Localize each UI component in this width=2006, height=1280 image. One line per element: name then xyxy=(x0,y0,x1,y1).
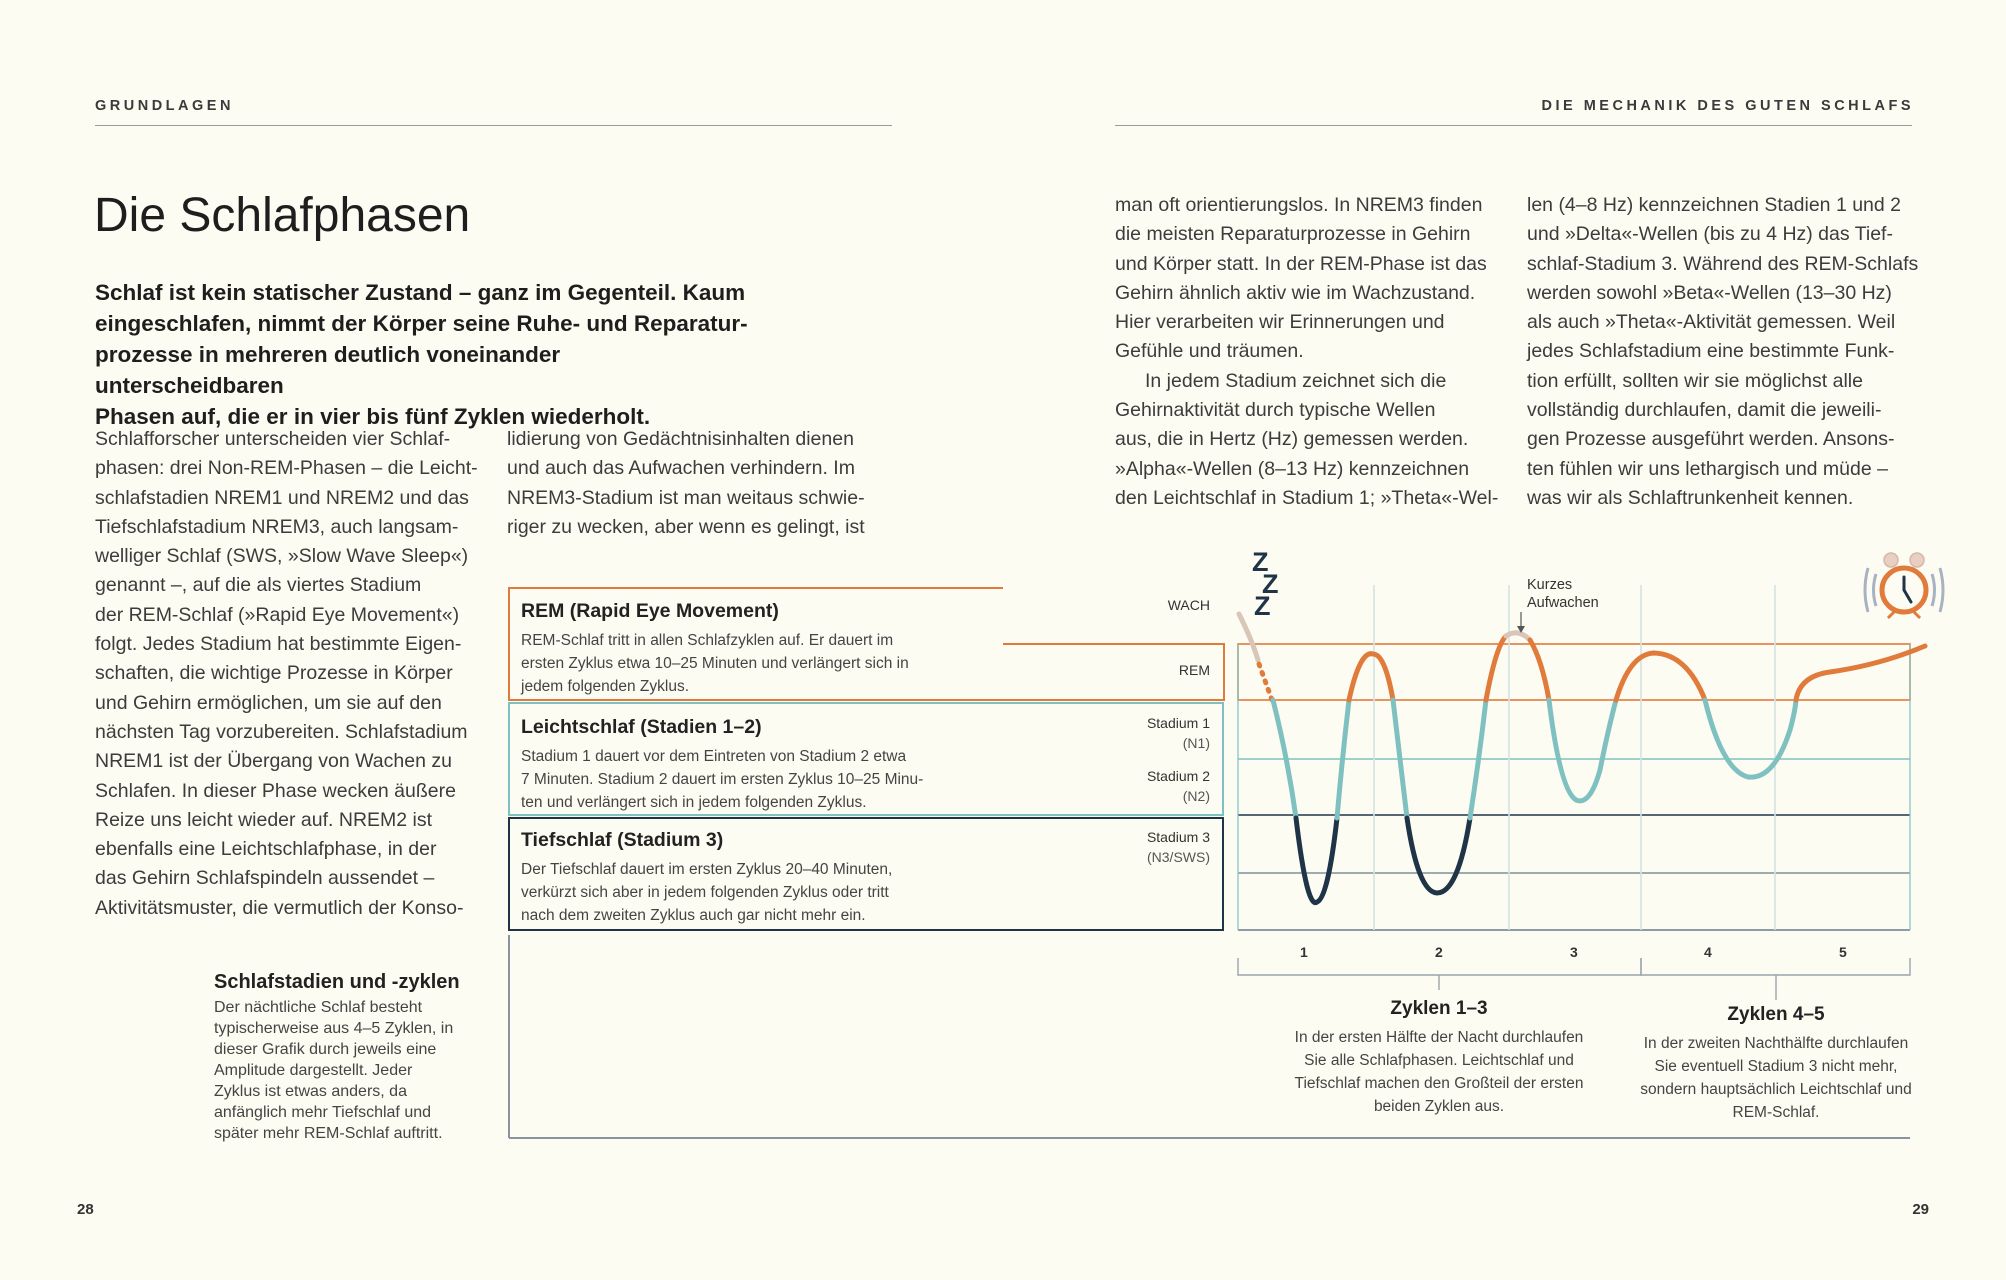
cycle-number: 5 xyxy=(1839,944,1847,960)
cycle-group-1-3 xyxy=(1239,998,1639,1118)
lead-line: Phasen auf, die er in vier bis fünf Zyklen wiederholt. xyxy=(95,404,651,429)
wave-rem-segment xyxy=(1349,654,1393,700)
figure-caption-title: Schlafstadien und -zyklen xyxy=(214,971,460,993)
caption-line: Amplitude dargestellt. Jeder xyxy=(214,1062,413,1079)
body-line: der REM-Schlaf (»Rapid Eye Movement«) xyxy=(95,603,460,626)
rem-box-line: ersten Zyklus etwa 10–25 Minuten und verlängert sich in xyxy=(521,655,909,672)
body-line: Gehirn ähnlich aktiv wie im Wachzustand. xyxy=(1115,281,1476,304)
caption-line: später mehr REM-Schlaf auftritt. xyxy=(214,1125,443,1142)
light-box-line: 7 Minuten. Stadium 2 dauert im ersten Zyklus 10–25 Minu- xyxy=(521,771,924,788)
stage-name: Stadium 3 xyxy=(1146,829,1210,845)
cycle-group-line: In der ersten Hälfte der Nacht durchlaufen xyxy=(1294,1029,1584,1046)
wake-entry-dots xyxy=(1259,664,1272,700)
light-box-title: Leichtschlaf (Stadien 1–2) xyxy=(521,716,762,738)
wave-light-segment xyxy=(1705,700,1796,777)
body-line: Reize uns leicht wieder auf. NREM2 ist xyxy=(95,808,433,831)
cycle-brackets xyxy=(1238,958,1910,1000)
stage-label-stadium-2 xyxy=(1147,766,1210,806)
cycle-group-title: Zyklen 4–5 xyxy=(1727,1004,1825,1025)
page-number-left: 28 xyxy=(77,1201,94,1218)
stage-name: Stadium 1 xyxy=(1146,715,1210,731)
body-line: schlafstadien NREM1 und NREM2 und das xyxy=(95,486,469,509)
deep-box-title: Tiefschlaf (Stadium 3) xyxy=(521,829,724,851)
body-line: NREM1 ist der Übergang von Wachen zu xyxy=(95,750,452,773)
body-line: Gehirnaktivität durch typische Wellen xyxy=(1115,399,1436,422)
deep-box-line: nach dem zweiten Zyklus auch gar nicht mehr ein. xyxy=(521,907,866,924)
caption-line: Der nächtliche Schlaf besteht xyxy=(214,999,423,1016)
wave-rem-segment xyxy=(1530,640,1549,700)
running-head-right: DIE MECHANIK DES GUTEN SCHLAFS xyxy=(1541,98,1914,114)
body-line: vollständig durchlaufen, damit die jeweili- xyxy=(1527,399,1882,422)
body-line: schlaf-Stadium 3. Während des REM-Schlafs xyxy=(1527,252,1919,275)
rem-box-line: REM-Schlaf tritt in allen Schlafzyklen auf. Er dauert im xyxy=(521,632,894,649)
cycle-group-line: beiden Zyklen aus. xyxy=(1373,1098,1505,1115)
body-line: »Alpha«-Wellen (8–13 Hz) kennzeichnen xyxy=(1115,457,1470,480)
cycle-group-line: REM-Schlaf. xyxy=(1732,1104,1820,1121)
page-title: Die Schlafphasen xyxy=(94,189,471,242)
body-line: In jedem Stadium zeichnet sich die xyxy=(1145,369,1447,392)
zzz-letter: Z xyxy=(1262,569,1279,599)
figure-caption xyxy=(214,971,504,1144)
body-line: man oft orientierungslos. In NREM3 finden xyxy=(1115,194,1483,216)
stage-code: (N2) xyxy=(1182,788,1210,804)
body-line: genannt –, auf die als viertes Stadium xyxy=(95,574,422,597)
rem-box-line: jedem folgenden Zyklus. xyxy=(521,678,690,695)
zzz-letter: Z xyxy=(1254,591,1271,621)
body-line: Hier verarbeiten wir Erinnerungen und xyxy=(1115,311,1445,334)
rem-info-box xyxy=(509,590,1223,700)
stage-label-rem: REM xyxy=(1178,662,1210,678)
short-awakening-label xyxy=(1527,576,1599,612)
body-line: phasen: drei Non-REM-Phasen – die Leicht- xyxy=(95,457,478,480)
deep-box-line: Der Tiefschlaf dauert im ersten Zyklus 20–40 Minuten, xyxy=(521,861,893,878)
body-line: schaften, die wichtige Prozesse in Körper xyxy=(95,662,453,685)
wave-light-segment xyxy=(1549,700,1616,801)
lead-line: eingeschlafen, nimmt der Körper seine Ruhe- und Reparatur- xyxy=(95,311,748,336)
caption-line: typischerweise aus 4–5 Zyklen, in xyxy=(214,1020,454,1037)
stage-label-wach: WACH xyxy=(1167,597,1210,613)
wave-rem-segment xyxy=(1616,653,1705,700)
caption-line: dieser Grafik durch jeweils eine xyxy=(214,1041,437,1058)
body-line: Tiefschlafstadium NREM3, auch langsam- xyxy=(95,515,459,538)
cycle-group-line: Tiefschlaf machen den Großteil der ersten xyxy=(1294,1075,1584,1092)
stage-label-stadium-3 xyxy=(1147,827,1210,867)
light-box-line: ten und verlängert sich in jedem folgenden Zyklus. xyxy=(521,794,867,811)
light-sleep-info-box xyxy=(509,706,1223,816)
wave-deep-segment xyxy=(1296,818,1337,903)
body-line: Aktivitätsmuster, die vermutlich der Konso- xyxy=(95,896,464,919)
deep-box-line: verkürzt sich aber in jedem folgenden Zyklus oder tritt xyxy=(521,884,889,901)
cycle-group-title: Zyklen 1–3 xyxy=(1390,998,1488,1019)
cycle-group-line: In der zweiten Nachthälfte durchlaufen xyxy=(1643,1035,1909,1052)
body-line: folgt. Jedes Stadium hat bestimmte Eigen- xyxy=(95,633,462,656)
cycle-group-line: Sie alle Schlafphasen. Leichtschlaf und xyxy=(1304,1052,1574,1069)
body-line: NREM3-Stadium ist man weitaus schwie- xyxy=(507,486,865,509)
body-line: ten fühlen wir uns lethargisch und müde – xyxy=(1527,457,1888,480)
body-line: tion erfüllt, sollten wir sie möglichst alle xyxy=(1527,369,1863,392)
body-line: len (4–8 Hz) kennzeichnen Stadien 1 und 2 xyxy=(1527,194,1902,216)
body-line: riger zu wecken, aber wenn es gelingt, ist xyxy=(507,515,865,538)
body-line: welliger Schlaf (SWS, »Slow Wave Sleep«) xyxy=(95,545,469,568)
body-line: was wir als Schlaftrunkenheit kennen. xyxy=(1527,486,1854,509)
body-line: nächsten Tag vorzubereiten. Schlafstadium xyxy=(95,720,468,743)
sleep-zzz-icon xyxy=(1252,547,1279,621)
body-line: als auch »Theta«-Aktivität gemessen. Weil xyxy=(1527,311,1896,334)
stage-code: (N1) xyxy=(1182,735,1210,751)
body-line: das Gehirn Schlafspindeln aussendet – xyxy=(95,867,435,890)
alarm-clock-icon xyxy=(1865,553,1943,618)
cycle-number: 3 xyxy=(1570,944,1578,960)
lead-line: prozesse in mehreren deutlich voneinander unterscheidbaren xyxy=(95,342,561,398)
body-line: den Leichtschlaf in Stadium 1; »Theta«-Wel- xyxy=(1115,486,1499,509)
annotation-line: Kurzes xyxy=(1527,577,1573,593)
cycle-group-line: sondern hauptsächlich Leichtschlaf und xyxy=(1640,1081,1912,1098)
cycle-number: 4 xyxy=(1704,944,1712,960)
wave-rem-segment xyxy=(1796,646,1925,700)
body-line: und auch das Aufwachen verhindern. Im xyxy=(507,457,855,480)
annotation-line: Aufwachen xyxy=(1527,595,1599,611)
lead-line: Schlaf ist kein statischer Zustand – ganz im Gegenteil. Kaum xyxy=(95,280,746,305)
body-line: Schlafforscher unterscheiden vier Schlaf- xyxy=(95,428,451,450)
body-line: die meisten Reparaturprozesse in Gehirn xyxy=(1115,223,1471,246)
stage-code: (N3/SWS) xyxy=(1147,849,1210,865)
zzz-letter: Z xyxy=(1252,547,1269,577)
light-box-line: Stadium 1 dauert vor dem Eintreten von Stadium 2 etwa xyxy=(521,748,907,765)
running-head-left: GRUNDLAGEN xyxy=(95,98,234,114)
body-line: und Gehirn ermöglichen, um sie auf den xyxy=(95,691,442,714)
body-line: aus, die in Hertz (Hz) gemessen werden. xyxy=(1115,428,1469,451)
deep-sleep-info-box xyxy=(509,819,1223,929)
body-line: lidierung von Gedächtnisinhalten dienen xyxy=(507,428,854,450)
body-line: ebenfalls eine Leichtschlafphase, in der xyxy=(95,838,437,861)
rem-band xyxy=(1238,644,1910,700)
body-line: und Körper statt. In der REM-Phase ist das xyxy=(1115,252,1487,275)
body-line: und »Delta«-Wellen (bis zu 4 Hz) das Tief- xyxy=(1527,223,1893,246)
caption-line: anfänglich mehr Tiefschlaf und xyxy=(214,1104,432,1121)
body-line: Gefühle und träumen. xyxy=(1115,340,1304,363)
page-number-right: 29 xyxy=(1912,1201,1929,1218)
rem-box-title: REM (Rapid Eye Movement) xyxy=(521,600,779,622)
cycle-group-line: Sie eventuell Stadium 3 nicht mehr, xyxy=(1654,1058,1898,1075)
hypnogram-wave xyxy=(1273,633,1925,903)
body-line: gen Prozesse ausgeführt werden. Ansons- xyxy=(1527,428,1895,451)
caption-line: Zyklus ist etwas anders, da xyxy=(214,1083,407,1100)
wave-rem-segment xyxy=(1486,636,1506,700)
body-line: Schlafen. In dieser Phase wecken äußere xyxy=(95,779,456,802)
cycle-number: 2 xyxy=(1435,944,1443,960)
cycle-group-4-5 xyxy=(1626,1004,1926,1124)
cycle-dividers xyxy=(1374,585,1775,930)
body-line: werden sowohl »Beta«-Wellen (13–30 Hz) xyxy=(1527,281,1892,304)
stage-name: Stadium 2 xyxy=(1146,768,1210,784)
cycle-number: 1 xyxy=(1300,944,1308,960)
wave-deep-segment xyxy=(1407,818,1470,893)
stage-label-stadium-1 xyxy=(1147,713,1210,753)
body-line: jedes Schlafstadium eine bestimmte Funk- xyxy=(1527,340,1895,363)
